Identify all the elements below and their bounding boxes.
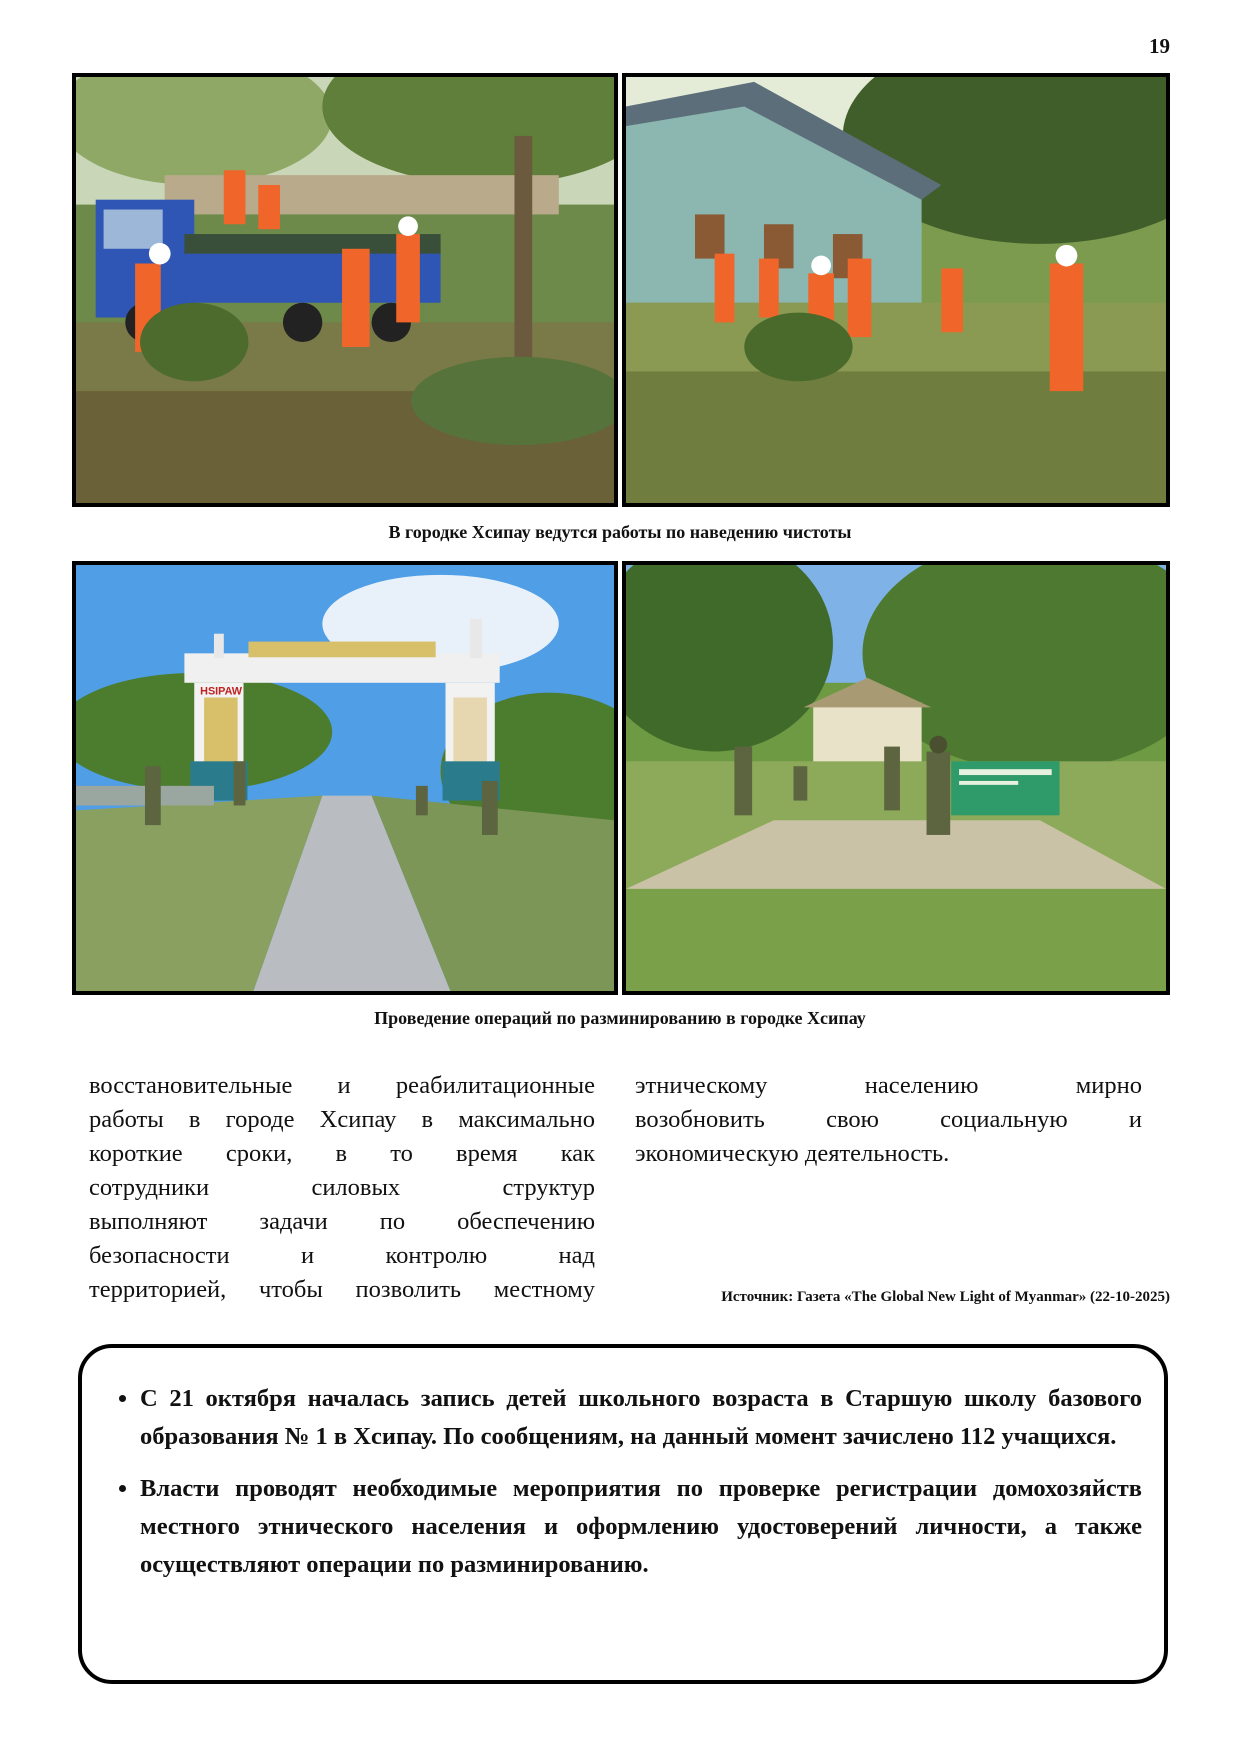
photo-town-gate <box>72 561 618 995</box>
article-line: сотрудники силовых структур <box>89 1174 595 1201</box>
article-line: этническому населению мирно <box>635 1072 1142 1099</box>
highlight-item: • Власти проводят необходимые мероприятия по проверке регистрации домохозяйств местного этнического населения и оформлению удостоверений личности, а также осуществляют операции по разминированию. <box>140 1470 1142 1584</box>
highlight-item: • С 21 октября началась запись детей школьного возраста в Старшую школу базового образования № 1 в Хсипау. По сообщениям, на данный момент зачислено 112 учащихся. <box>140 1380 1142 1456</box>
highlights-box <box>78 1344 1168 1684</box>
photo-grass-cutting <box>622 73 1170 507</box>
article-line: возобновить свою социальную и <box>635 1106 1142 1133</box>
photo-demining-site <box>622 561 1170 995</box>
article-line: восстановительные и реабилитационные <box>89 1072 595 1099</box>
page-number: 19 <box>1149 34 1170 58</box>
article-left-column <box>89 1069 595 1307</box>
article-line: безопасности и контролю над <box>89 1242 595 1269</box>
caption-cleanup: В городке Хсипау ведутся работы по наведению чистоты <box>388 522 852 542</box>
article-source: Источник: Газета «The Global New Light of Myanmar» (22-10-2025) <box>721 1289 1170 1305</box>
article-line: территорией, чтобы позволить местному <box>89 1276 595 1303</box>
article-line: работы в городе Хсипау в максимально <box>89 1106 595 1133</box>
gate-sign-text: HSIPAW <box>200 685 243 698</box>
article-line: выполняют задачи по обеспечению <box>89 1208 595 1235</box>
article-line: короткие сроки, в то время как <box>89 1140 595 1167</box>
photo-cleanup-truck <box>72 73 618 507</box>
highlights-list <box>82 1348 1164 1584</box>
caption-demining: Проведение операций по разминированию в городке Хсипау <box>374 1008 866 1028</box>
article-line: экономическую деятельность. <box>635 1140 950 1167</box>
article-right-column <box>635 1069 1142 1171</box>
